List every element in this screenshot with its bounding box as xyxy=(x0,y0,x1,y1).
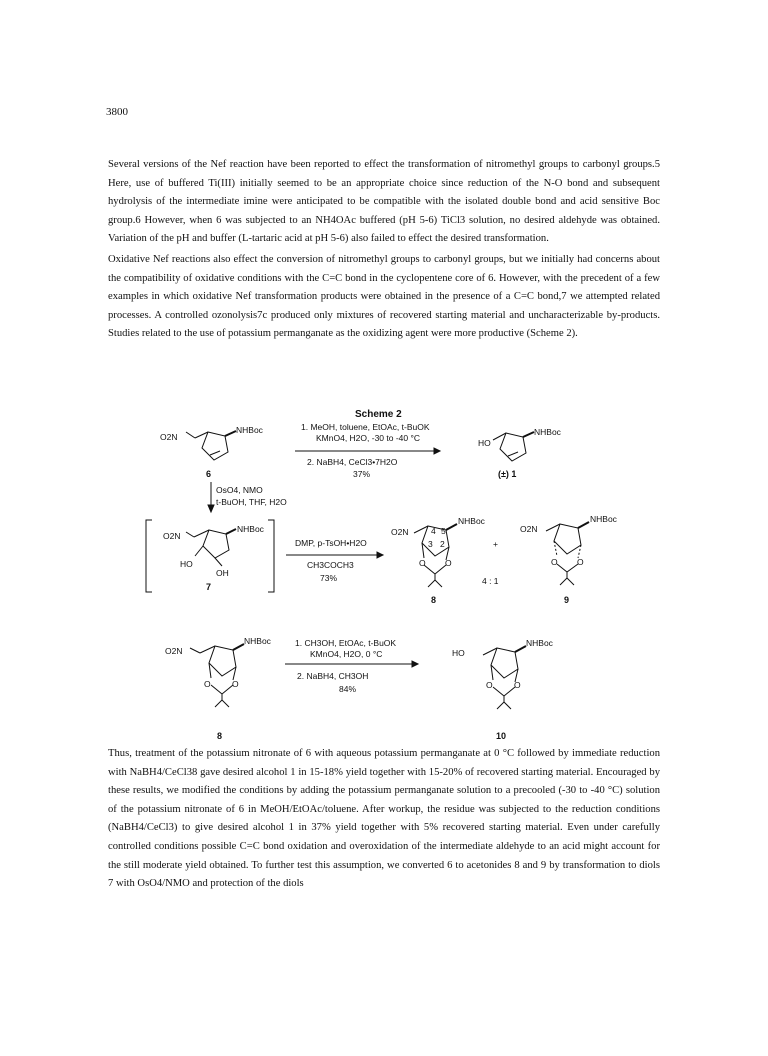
c6-nhboc: NHBoc xyxy=(236,425,263,435)
compound-10-structure xyxy=(483,646,526,709)
c8-nhboc: NHBoc xyxy=(458,516,485,526)
c8b-o2n: O2N xyxy=(165,646,183,656)
step2-line1: DMP, p-TsOH•H2O xyxy=(295,538,367,548)
c8-o-left: O xyxy=(419,558,426,568)
c8b-o-left: O xyxy=(204,679,211,689)
osmium-line2: t-BuOH, THF, H2O xyxy=(216,497,287,507)
step1-line2: KMnO4, H2O, -30 to -40 °C xyxy=(316,433,421,443)
ring-num-5: 5 xyxy=(441,526,446,536)
compound-1-structure xyxy=(493,432,534,461)
label-8: 8 xyxy=(431,595,437,605)
c1-nhboc: NHBoc xyxy=(534,427,561,437)
step2-line2: CH3COCH3 xyxy=(307,560,354,570)
step3-line1: 1. CH3OH, EtOAc, t-BuOK xyxy=(295,638,397,648)
c9-nhboc: NHBoc xyxy=(590,514,617,524)
paragraph-nef-ti: Several versions of the Nef reaction have been reported to effect the transformation of nitromethyl groups to carbonyl groups.5 Here, use of buffered Ti(III) initially seemed to be an appropriate choice since reduction of the N-O bond and subsequent hydrolysis of the intermediate imine were anticipated to be compatible with the isolated double bond and acid sensitive Boc group.6 However, when 6 was subjected to an NH4OAc buffered (pH 5-6) TiCl3 solution, no desired aldehyde was obtained. Variation of the pH and buffer (L-tartaric acid at pH 5-6) also failed to effect the desired transformation. xyxy=(108,159,660,245)
c1-ho: HO xyxy=(478,438,491,448)
paragraph-oxidative-nef: Oxidative Nef reactions also effect the conversion of nitromethyl groups to carbonyl groups, but we initially had concerns about the compatibility of oxidative conditions with the C=C bond in the cyclopentene core of 6. However, with the precedent of a few examples in which oxidative Nef transformation products were obtained in the presence of a C=C bond,7 we attempted related processes. A controlled ozonolysis7c produced only mixtures of recovered starting material and uncharacterizable by-products. Studies related to the use of potassium permanganate as the oxidizing agent were more productive (Scheme 2). xyxy=(108,254,660,340)
page-number: 3800 xyxy=(106,106,128,118)
step3-line3: 2. NaBH4, CH3OH xyxy=(297,671,369,681)
c7-nhboc: NHBoc xyxy=(237,524,264,534)
c6-o2n: O2N xyxy=(160,432,178,442)
label-1: (±) 1 xyxy=(498,469,517,479)
step3-yield: 84% xyxy=(339,684,357,694)
osmium-line1: OsO4, NMO xyxy=(216,485,263,495)
isomer-ratio: 4 : 1 xyxy=(482,576,499,586)
c7-ho: HO xyxy=(180,559,193,569)
label-6: 6 xyxy=(206,469,212,479)
scheme-title: Scheme 2 xyxy=(355,409,402,420)
c8b-nhboc: NHBoc xyxy=(244,636,271,646)
label-9: 9 xyxy=(564,595,570,605)
label-8b: 8 xyxy=(217,731,223,741)
c8-o2n: O2N xyxy=(391,527,409,537)
plus-sign: + xyxy=(493,539,498,549)
c9-o-right: O xyxy=(577,557,584,567)
ring-num-4: 4 xyxy=(431,526,436,536)
c7-o2n: O2N xyxy=(163,531,181,541)
c10-ho: HO xyxy=(452,648,465,658)
ring-num-3: 3 xyxy=(428,539,433,549)
compound-7-structure xyxy=(186,529,236,566)
compound-6-structure xyxy=(186,431,236,460)
c9-o-left: O xyxy=(551,557,558,567)
paragraph-permanganate: Thus, treatment of the potassium nitronate of 6 with aqueous potassium permanganate at 0 °C followed by immediate reduction with NaBH4/CeCl38 gave desired alcohol 1 in 15-18% yield together with 15-20% of recovered starting material. Encouraged by these results, we modified the conditions by adding the potassium permanganate solution to a precooled (-30 to -40 °C) solution of the potassium nitronate of 6 in MeOH/EtOAc/toluene. After workup, the residue was subjected to the reduction conditions (NaBH4/CeCl3) to give desired alcohol 1 in 37% yield together with 5% recovered starting material. Even under carefully controlled conditions possible C=C bond oxidation and overoxidation of the intermediate aldehyde to an acid might account for the still moderate yield obtained. To further test this assumption, we converted 6 to acetonides 8 and 9 by transformation to diols 7 with OsO4/NMO and protection of the diols xyxy=(108,748,660,890)
c10-o-right: O xyxy=(514,680,521,690)
compound-9-structure xyxy=(546,522,589,585)
label-7: 7 xyxy=(206,582,212,592)
c7-oh: OH xyxy=(216,568,229,578)
step3-line2: KMnO4, H2O, 0 °C xyxy=(310,649,383,659)
step1-yield: 37% xyxy=(353,469,371,479)
compound-8b-structure xyxy=(190,644,244,707)
c10-nhboc: NHBoc xyxy=(526,638,553,648)
c8-o-right: O xyxy=(445,558,452,568)
step1-line1: 1. MeOH, toluene, EtOAc, t-BuOK xyxy=(301,422,430,432)
label-10: 10 xyxy=(496,731,507,741)
step2-yield: 73% xyxy=(320,573,338,583)
ring-num-2: 2 xyxy=(440,539,445,549)
c10-o-left: O xyxy=(486,680,493,690)
c9-o2n: O2N xyxy=(520,524,538,534)
c8b-o-right: O xyxy=(232,679,239,689)
step1-line3: 2. NaBH4, CeCl3•7H2O xyxy=(307,457,398,467)
